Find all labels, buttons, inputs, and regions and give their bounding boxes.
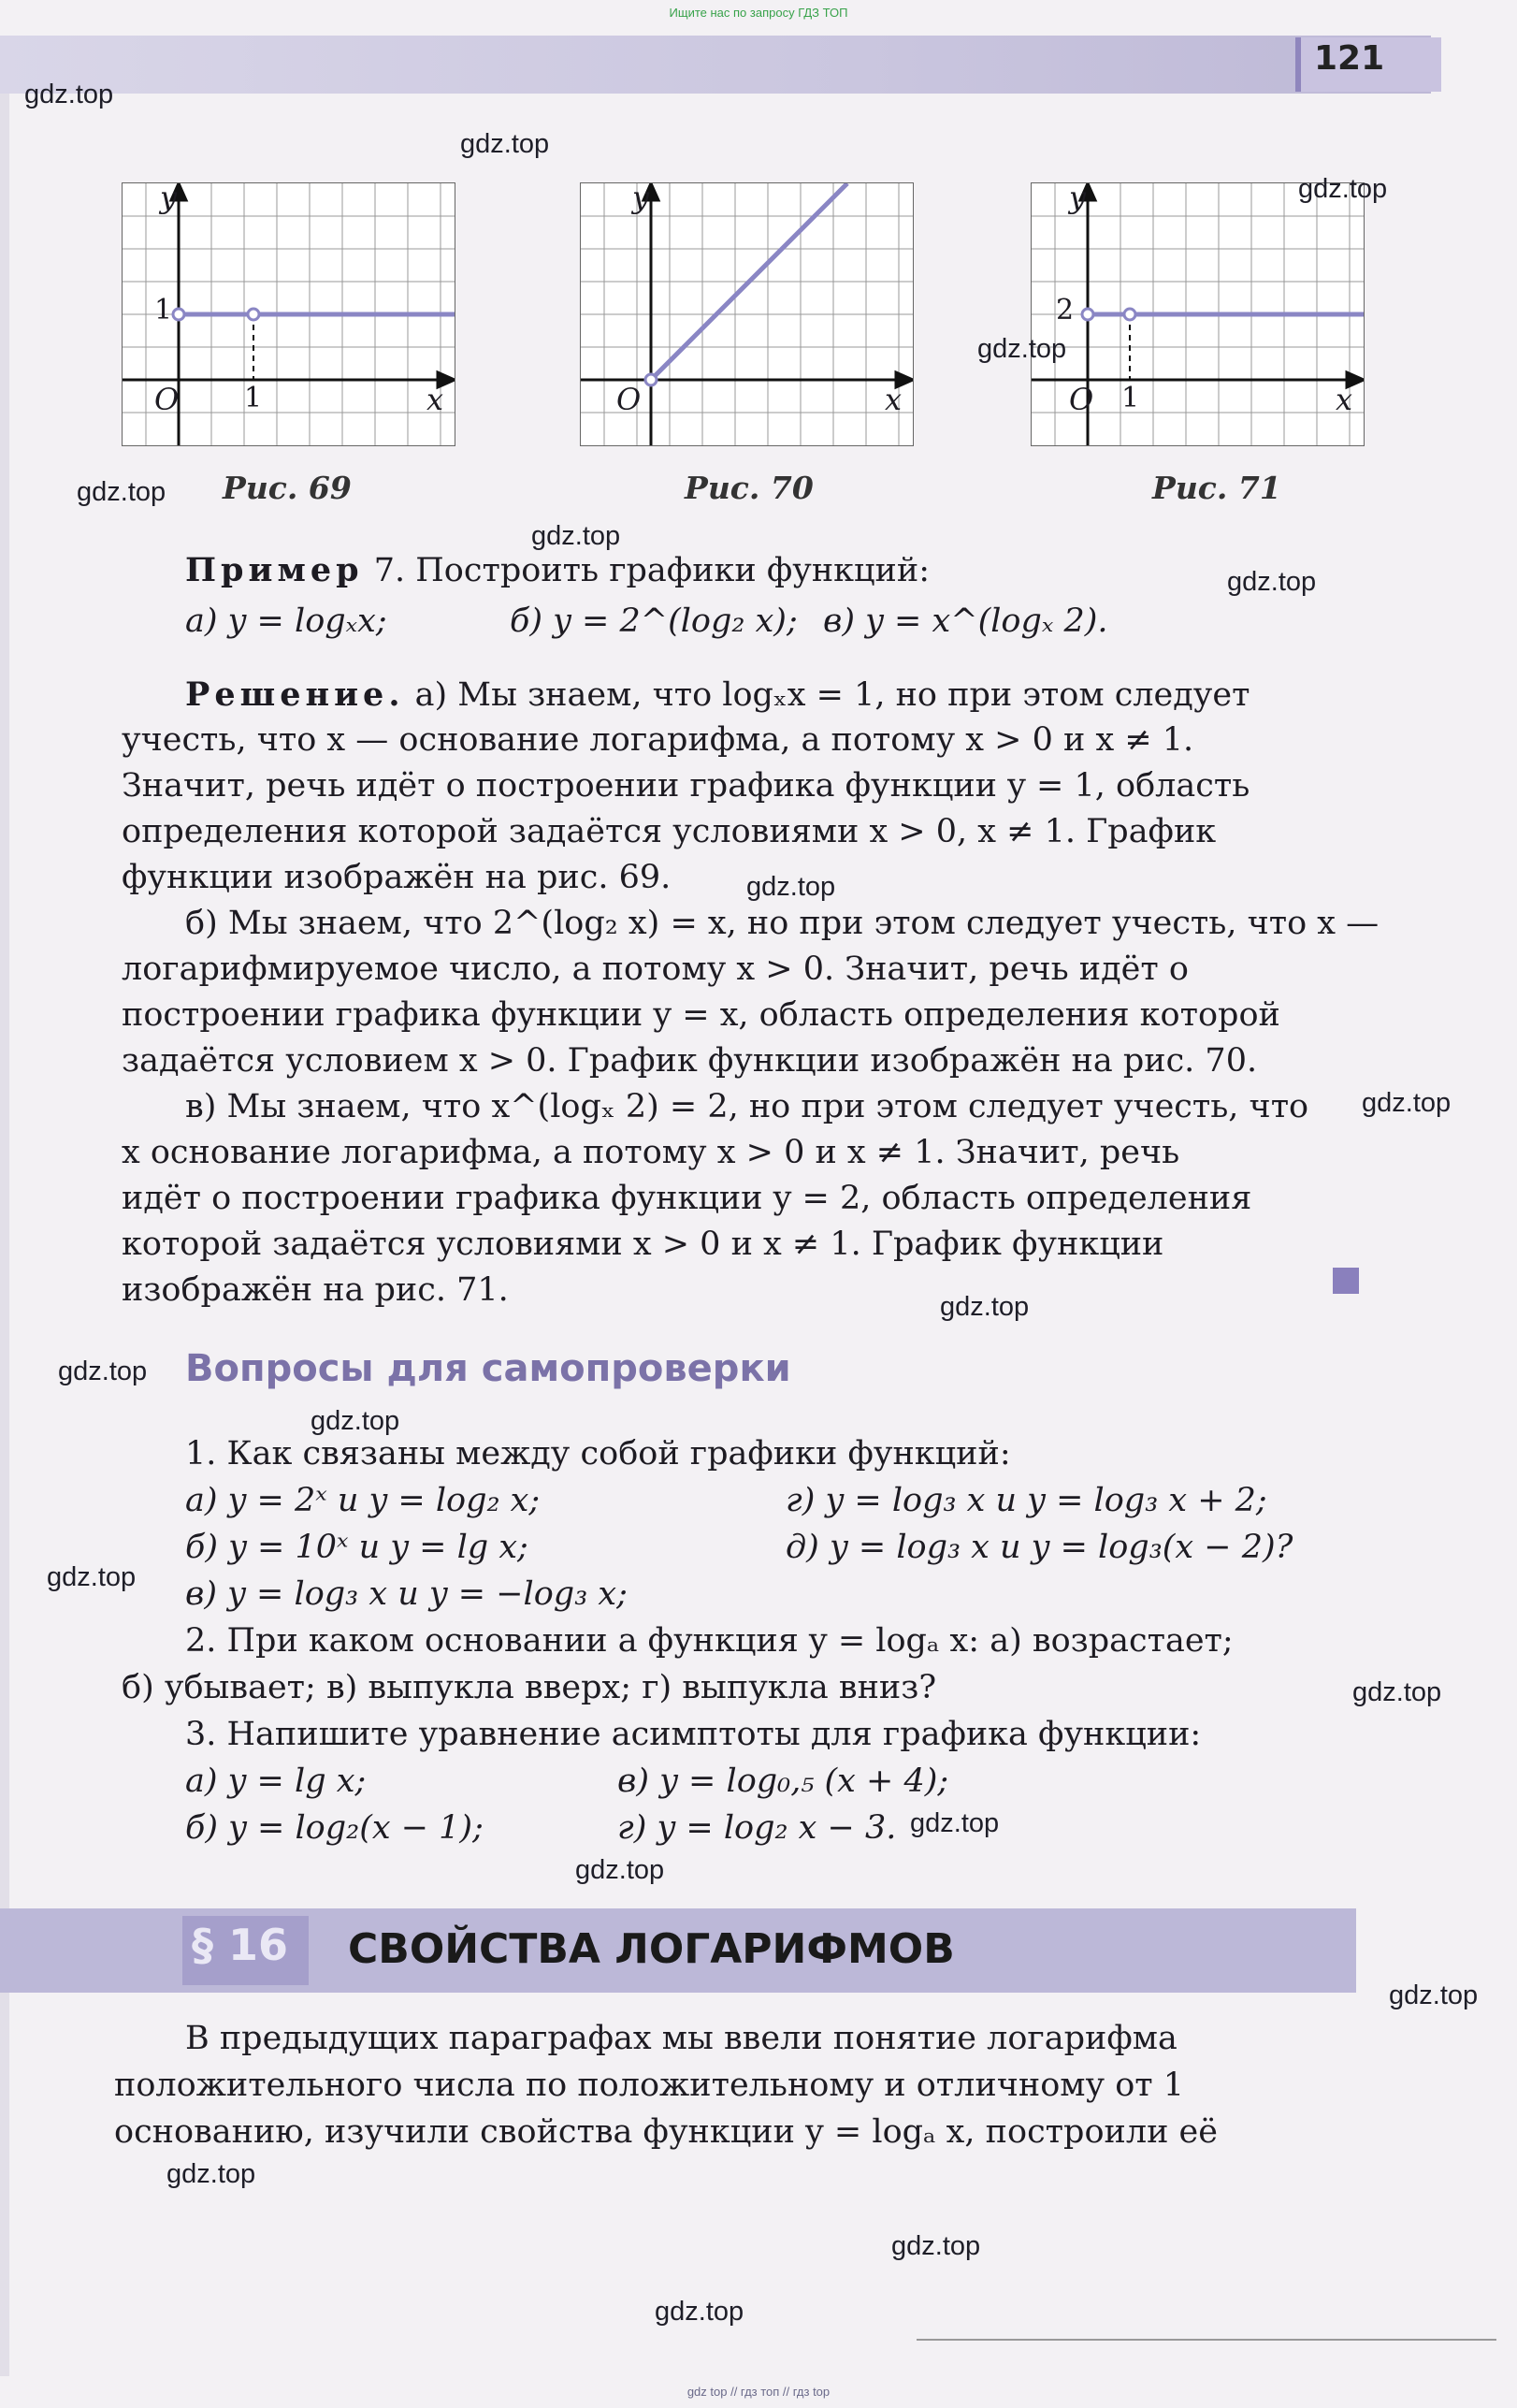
x-axis-label: x: [1336, 382, 1353, 417]
example-heading: [185, 547, 930, 594]
watermark: gdz.top: [746, 872, 836, 902]
question-3a: а) y = lg x;: [185, 1762, 367, 1800]
watermark: gdz.top: [891, 2231, 981, 2261]
watermark: gdz.top: [460, 129, 550, 159]
example-item-b: б) y = 2^(log₂ x);: [510, 602, 798, 640]
watermark: gdz.top: [575, 1855, 665, 1885]
y-axis-label: y: [1069, 180, 1087, 215]
figure-71: [1031, 182, 1365, 446]
top-hint[interactable]: Ищите нас по запросу ГДЗ ТОП: [669, 6, 848, 20]
page-number: 121: [1314, 39, 1385, 78]
figure-70: [580, 182, 914, 446]
solution-text: а) Мы знаем, что logₓx = 1, но при этом следует: [404, 676, 1250, 714]
solution-line: изображён на рис. 71.: [122, 1271, 509, 1309]
watermark: gdz.top: [47, 1562, 137, 1592]
question-1b: б) y = 10ˣ и y = lg x;: [185, 1529, 528, 1566]
question-3v: в) y = log₀,₅ (x + 4);: [617, 1762, 949, 1800]
example-label: Пример: [185, 551, 364, 589]
x-axis-label: x: [885, 382, 903, 417]
solution-line: учесть, что x — основание логарифма, а потому x > 0 и x ≠ 1.: [122, 721, 1194, 759]
question-3g: г) y = log₂ x − 3.: [617, 1809, 897, 1847]
solution-line: задаётся условием x > 0. График функции изображён на рис. 70.: [122, 1042, 1258, 1080]
x-tick-label: 1: [1121, 382, 1140, 414]
watermark: gdz.top: [940, 1292, 1030, 1322]
y-tick-label: 1: [154, 294, 173, 326]
watermark: gdz.top: [655, 2297, 744, 2327]
y-axis-label: y: [632, 180, 650, 215]
watermark: gdz.top: [531, 521, 621, 551]
intro-line: основанию, изучили свойства функции y = logₐ x, построили её: [114, 2113, 1218, 2151]
watermark: gdz.top: [1298, 174, 1388, 204]
bottom-rule: [917, 2339, 1496, 2341]
question-1v: в) y = log₃ x и y = −log₃ x;: [185, 1575, 628, 1613]
watermark: gdz.top: [1227, 567, 1317, 597]
end-of-solution-mark: [1333, 1268, 1359, 1294]
origin-label: O: [1069, 382, 1094, 417]
solution-line: б) Мы знаем, что 2^(log₂ x) = x, но при этом следует учесть, что x —: [185, 905, 1380, 942]
solution-line: в) Мы знаем, что x^(logₓ 2) = 2, но при этом следует учесть, что: [185, 1088, 1309, 1125]
question-2-cont: б) убывает; в) выпукла вверх; г) выпукла вниз?: [122, 1669, 937, 1706]
solution-line-1: [185, 672, 1250, 718]
question-2: 2. При каком основании a функция y = logₐ x: а) возрастает;: [185, 1622, 1234, 1660]
solution-line: Значит, речь идёт о построении графика функции y = 1, область: [122, 767, 1250, 805]
watermark: gdz.top: [58, 1356, 148, 1386]
y-tick-label: 2: [1056, 294, 1075, 326]
solution-line: которой задаётся условиями x > 0 и x ≠ 1. График функции: [122, 1226, 1164, 1263]
figure-70-caption: Рис. 70: [685, 470, 814, 506]
question-1d: д) y = log₃ x и y = log₃(x − 2)?: [786, 1529, 1293, 1566]
question-1g: г) y = log₃ x и y = log₃ x + 2;: [786, 1482, 1267, 1519]
page-edge: [0, 94, 9, 2376]
watermark: gdz.top: [77, 477, 166, 507]
section-number: § 16: [192, 1920, 289, 1970]
solution-line: логарифмируемое число, а потому x > 0. Значит, речь идёт о: [122, 950, 1189, 988]
example-item-a: а) y = logₓx;: [185, 602, 387, 640]
figure-71-caption: Рис. 71: [1152, 470, 1281, 506]
watermark: gdz.top: [1389, 1980, 1479, 2010]
question-1a: а) y = 2ˣ и y = log₂ x;: [185, 1482, 541, 1519]
solution-line: определения которой задаётся условиями x > 0, x ≠ 1. График: [122, 813, 1217, 850]
origin-label: O: [616, 382, 642, 417]
bottom-hint[interactable]: gdz top // гдз топ // гдз top: [686, 2385, 831, 2399]
section-title: СВОЙСТВА ЛОГАРИФМОВ: [348, 1925, 955, 1973]
x-tick-label: 1: [244, 382, 263, 414]
y-axis-label: y: [160, 180, 178, 215]
watermark: gdz.top: [166, 2159, 256, 2189]
question-3: 3. Напишите уравнение асимптоты для графика функции:: [185, 1716, 1202, 1753]
question-1: 1. Как связаны между собой графики функций:: [185, 1435, 1011, 1472]
watermark: gdz.top: [977, 334, 1067, 364]
watermark: gdz.top: [1352, 1677, 1442, 1707]
intro-line: В предыдущих параграфах мы ввели понятие логарифма: [185, 2020, 1177, 2057]
intro-line: положительного числа по положительному и отличному от 1: [114, 2067, 1185, 2104]
solution-label: Решение.: [185, 675, 405, 714]
figure-69-caption: Рис. 69: [223, 470, 352, 506]
watermark: gdz.top: [311, 1406, 400, 1436]
solution-line: построении графика функции y = x, область определения которой: [122, 996, 1280, 1034]
watermark: gdz.top: [910, 1808, 1000, 1838]
questions-heading: Вопросы для самопроверки: [185, 1347, 791, 1390]
example-text: 7. Построить графики функций:: [363, 552, 930, 589]
watermark: gdz.top: [24, 80, 114, 109]
figure-69: [122, 182, 455, 446]
question-3b: б) y = log₂(x − 1);: [185, 1809, 484, 1847]
header-band: [0, 36, 1431, 94]
watermark: gdz.top: [1362, 1088, 1452, 1118]
x-axis-label: x: [426, 382, 444, 417]
origin-label: O: [154, 382, 180, 417]
solution-line: x основание логарифма, а потому x > 0 и x ≠ 1. Значит, речь: [122, 1134, 1180, 1171]
solution-line: идёт о построении графика функции y = 2, область определения: [122, 1180, 1252, 1217]
example-item-c: в) y = x^(logₓ 2).: [823, 602, 1108, 640]
solution-line: функции изображён на рис. 69.: [122, 859, 672, 896]
